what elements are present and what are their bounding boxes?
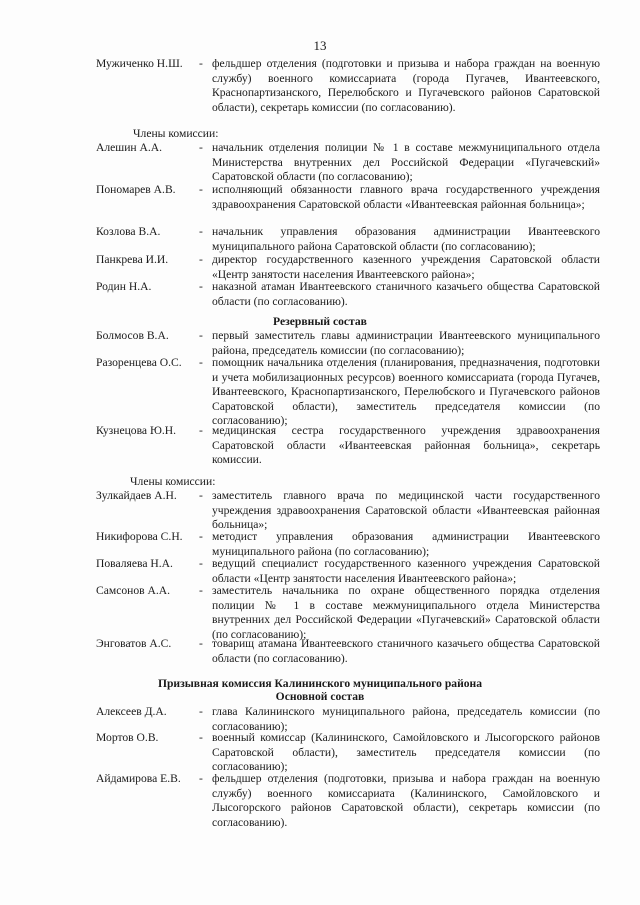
section-subheading: Основной состав xyxy=(275,690,365,703)
person-role: фельдшер отделения (подготовки, призыва и набора граждан на военную службу) военного комиссариата (Калининского, Самойловского и Лысогорского районов Саратовской области), секретарь комиссии (по согласованию). xyxy=(212,772,600,829)
person-name: Зулкайдаев А.Н. xyxy=(96,489,177,502)
person-role: товарищ атамана Ивантеевского станичного казачьего общества Саратовской области (по согласованию). xyxy=(212,637,600,665)
dash: - xyxy=(199,424,203,437)
person-role: начальник отделения полиции № 1 в составе межмуниципального отдела Министерства внутренних дел Российской Федерации «Пугачевский» Саратовской области (по согласованию); xyxy=(212,141,600,183)
dash: - xyxy=(199,141,203,154)
members-label: Члены комиссии: xyxy=(133,127,219,140)
dash: - xyxy=(199,705,203,718)
dash: - xyxy=(199,183,203,196)
person-name: Пономарев А.В. xyxy=(96,183,176,196)
person-role: ведущий специалист государственного казенного учреждения Саратовской области «Центр занятости населения Ивантеевского района»; xyxy=(212,557,600,585)
section-heading: Призывная комиссия Калининского муниципального района xyxy=(157,677,483,690)
person-role: заместитель главного врача по медицинской части государственного учреждения здравоохранения Саратовской области «Ивантеевская районная больница»; xyxy=(212,489,600,531)
person-name: Алексеев Д.А. xyxy=(96,705,167,718)
members-label: Члены комиссии: xyxy=(130,475,216,488)
dash: - xyxy=(199,280,203,293)
dash: - xyxy=(199,557,203,570)
dash: - xyxy=(199,225,203,238)
person-name: Козлова В.А. xyxy=(96,225,161,238)
person-name: Мужиченко Н.Ш. xyxy=(96,57,183,70)
person-name: Кузнецова Ю.Н. xyxy=(96,424,177,437)
person-role: начальник управления образования администрации Ивантеевского муниципального района Саратовской области (по согласованию); xyxy=(212,225,600,253)
person-role: заместитель начальника по охране общественного порядка отделения полиции № 1 в составе межмуниципального отдела Министерства внутренних дел Российской Федерации «Пугачевский» Саратовской области (по согласованию); xyxy=(212,584,600,641)
person-name: Никифорова С.Н. xyxy=(96,530,183,543)
dash: - xyxy=(199,637,203,650)
person-role: глава Калининского муниципального района, председатель комиссии (по согласованию); xyxy=(212,705,600,733)
person-name: Разоренцева О.С. xyxy=(96,356,182,369)
person-name: Панкрева И.И. xyxy=(96,253,169,266)
person-role: наказной атаман Ивантеевского станичного казачьего общества Саратовской области (по согласованию). xyxy=(212,280,600,308)
person-role: первый заместитель главы администрации Ивантеевского муниципального района, председатель комиссии (по согласованию); xyxy=(212,329,600,357)
dash: - xyxy=(199,530,203,543)
dash: - xyxy=(199,489,203,502)
person-role: военный комиссар (Калининского, Самойловского и Лысогорского районов Саратовской области), заместитель председателя комиссии (по согласованию); xyxy=(212,731,600,773)
dash: - xyxy=(199,772,203,785)
person-name: Самсонов А.А. xyxy=(96,584,171,597)
person-name: Родин Н.А. xyxy=(96,280,152,293)
person-role: медицинская сестра государственного учреждения здравоохранения Саратовской области «Ивантеевская районная больница», секретарь комиссии. xyxy=(212,424,600,466)
dash: - xyxy=(199,57,203,70)
person-role: фельдшер отделения (подготовки и призыва и набора граждан на военную службу) военного комиссариата (города Пугачев, Ивантеевского, Краснопартизанского, Перелюбского и Пугачевского районов Саратовской области), секретарь комиссии (по согласованию). xyxy=(212,57,600,114)
person-name: Мортов О.В. xyxy=(96,731,159,744)
person-role: исполняющий обязанности главного врача государственного учреждения здравоохранения Саратовской области «Ивантеевская районная больница»; xyxy=(212,183,600,211)
person-name: Алешин А.А. xyxy=(96,141,163,154)
person-name: Болмосов В.А. xyxy=(96,329,169,342)
person-name: Энговатов А.С. xyxy=(96,637,172,650)
dash: - xyxy=(199,329,203,342)
person-role: директор государственного казенного учреждения Саратовской области «Центр занятости населения Ивантеевского района»; xyxy=(212,253,600,281)
dash: - xyxy=(199,584,203,597)
dash: - xyxy=(199,253,203,266)
dash: - xyxy=(199,731,203,744)
section-heading: Резервный состав xyxy=(273,315,367,328)
page-number: 13 xyxy=(313,38,327,53)
person-role: методист управления образования администрации Ивантеевского муниципального района (по согласованию); xyxy=(212,530,600,558)
person-role: помощник начальника отделения (планирования, предназначения, подготовки и учета мобилизационных ресурсов) военного комиссариата (города Пугачев, Ивантеевского, Краснопартизанского, Перелюбского и Пугачевского районов Саратовской области), заместитель председателя комиссии (по согласованию); xyxy=(212,356,600,427)
dash: - xyxy=(199,356,203,369)
person-name: Айдамирова Е.В. xyxy=(96,772,181,785)
person-name: Поваляева Н.А. xyxy=(96,557,173,570)
